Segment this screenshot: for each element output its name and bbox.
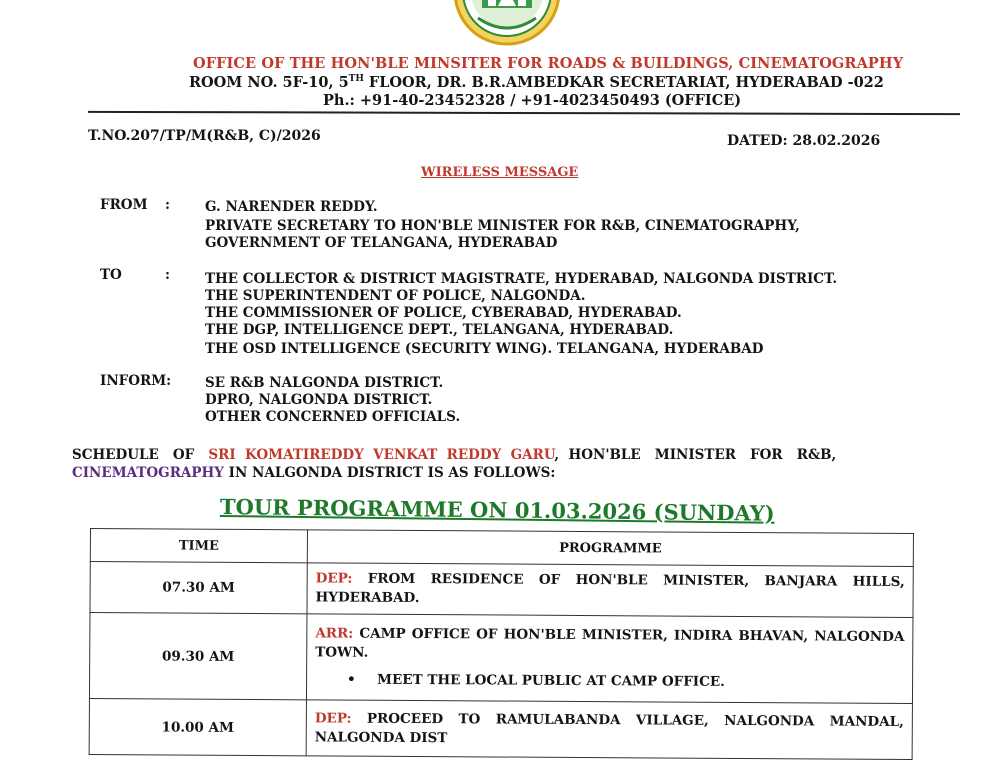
office-phone: Ph.: +91-40-23452328 / +91-4023450493 (OFFICE) [323,92,742,109]
inform-line: OTHER CONCERNED OFFICIALS. [205,409,461,425]
schedule-line-1: SCHEDULE OF SRI KOMATIREDDY VENKAT REDDY GARU, HON'BLE MINISTER FOR R&B, [72,447,837,463]
time-cell: 10.00 AM [89,698,306,755]
office-address: ROOM NO. 5F-10, 5TH FLOOR, DR. B.R.AMBEDKAR SECRETARIAT, HYDERABAD -022 [189,74,884,91]
from-colon: : [165,197,170,213]
time-header: TIME [90,529,307,563]
to-line: THE DGP, INTELLIGENCE DEPT., TELANGANA, HYDERABAD. [205,322,674,338]
inform-label: INFORM: [100,373,172,389]
table-header-row [90,529,913,567]
time-cell: 09.30 AM [89,613,307,700]
to-line: THE OSD INTELLIGENCE (SECURITY WING). TELANGANA, HYDERABAD [205,341,764,357]
inform-line: DPRO, NALGONDA DISTRICT. [205,392,433,408]
telangana-emblem-icon [448,0,566,46]
from-line: G. NARENDER REDDY. [205,199,378,215]
reference-number: T.NO.207/TP/M(R&B, C)/2026 [88,128,321,144]
portfolio: CINEMATOGRAPHY [72,465,224,481]
date: DATED: 28.02.2026 [727,133,881,149]
programme-header: PROGRAMME [307,530,913,567]
bullet-item: • MEET THE LOCAL PUBLIC AT CAMP OFFICE. [347,671,725,690]
table-row [90,562,913,618]
office-heading: OFFICE OF THE HON'BLE MINSITER FOR ROADS & BUILDINGS, CINEMATOGRAPHY [193,55,904,72]
programme-cell: DEP: PROCEED TO RAMULABANDA VILLAGE, NALGONDA MANDAL, NALGONDA DIST [306,700,912,760]
to-line: THE COMMISSIONER OF POLICE, CYBERABAD, HYDERABAD. [205,305,682,321]
table-row [89,613,913,704]
from-line: GOVERNMENT OF TELANGANA, HYDERABAD [205,235,558,251]
table-row [89,698,912,759]
programme-cell: ARR: CAMP OFFICE OF HON'BLE MINISTER, INDIRA BHAVAN, NALGONDA TOWN. • MEET THE LOCAL PUBLIC AT CAMP OFFICE. [306,614,913,704]
inform-line: SE R&B NALGONDA DISTRICT. [205,375,444,391]
minister-name: SRI KOMATIREDDY VENKAT REDDY GARU [208,447,555,463]
from-line: PRIVATE SECRETARY TO HON'BLE MINISTER FOR R&B, CINEMATOGRAPHY, [205,218,800,234]
header-divider [88,111,960,115]
to-line: THE COLLECTOR & DISTRICT MAGISTRATE, HYDERABAD, NALGONDA DISTRICT. [205,271,838,287]
from-label: FROM [100,197,148,213]
schedule-line-2: CINEMATOGRAPHY IN NALGONDA DISTRICT IS AS FOLLOWS: [72,465,556,481]
tour-programme-table [89,528,914,760]
programme-cell: DEP: FROM RESIDENCE OF HON'BLE MINISTER, BANJARA HILLS, HYDERABAD. [307,563,913,618]
to-colon: : [165,267,170,283]
to-line: THE SUPERINTENDENT OF POLICE, NALGONDA. [205,288,586,304]
to-label: TO [100,267,122,283]
time-cell: 07.30 AM [90,562,307,614]
tour-programme-title: TOUR PROGRAMME ON 01.03.2026 (SUNDAY) [219,494,775,526]
document-title: WIRELESS MESSAGE [421,165,579,180]
